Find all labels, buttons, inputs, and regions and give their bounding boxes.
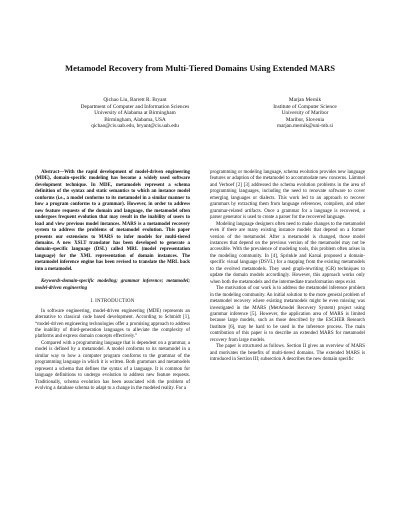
paragraph: The paper is structured as follows. Section II gives an overview of MARS and motivates the benefits of multi-tiered domains. The extended MARS is introduced in Section III; subsection A describes the new domain specific: [210, 344, 365, 363]
author-block-2: [240, 97, 370, 130]
abstract: Abstract—With the rapid development of model-driven engineering (MDE), domain-specific modeling has become a widely used software development technique. In MDE, metamodels represent a schema definition of the syntax and static semantics to which an instance model conforms (i.e., a model conforms to its metamodel in a similar manner to how a program conforms to a grammar). However, in order to address new feature requests of the domain and language, the metamodel often undergoes frequent evolution that may result in the inability of users to load and view previous model instances. MARS is a metamodel recovery system to address the problems of metamodel evolution. This paper presents our extensions to MARS to infer models for multi-tiered domains. A new XSLT translator has been developed to generate a domain-specific language (DSL) called MRL (model representation language) for the XML representation of domain instances. The metamodel inference engine has been revised to translate the MRL back into a metamodel.: [35, 170, 190, 272]
paragraph: Modeling language designers often need to make changes to the metamodel even if there are many existing instance models that depend on a former version of the metamodel. After a metamodel is changed, those model instances that depend on the previous version of the metamodel may not be accessible. With the prevalence of modeling tools, this problem often arises in the modeling community. In [4], Sprinkle and Karsai proposed a domain-specific visual language (DSVL) for a mapping from the existing metamodels to the evolved metamodels. They used graph-rewriting (GR) techniques to update the domain models accordingly. However, this approach works only when both the metamodels and the intermediate transformation steps exist.: [210, 221, 365, 285]
right-column: [210, 170, 365, 364]
author-block-1: [40, 97, 230, 130]
author-organization: University of Alabama at Birmingham: [94, 110, 176, 116]
author-email: marjan.mernik@uni-mb.si: [276, 123, 334, 129]
author-email: qichao@cis.uab.edu, bryant@cis.uab.edu: [91, 123, 179, 129]
author-city: Birmingham, Alabama, USA: [104, 116, 166, 123]
paragraph: The motivation of our work is to address the metamodel inference problem in the modeling community. An initial solution to the more general problem of metamodel recovery where existing metamodels might be even missing was investigated in the MARS (MetAmodel Recovery System) project using grammar inference [5]. However, the application area of MARS is limited because large models, such as those described by the ESCHER Research Institute [6], may be hard to be used in the inference process. The main contribution of this paper is to describe an extended MARS for metamodel recovery from large models.: [210, 286, 365, 343]
paragraph: In software engineering, model-driven engineering (MDE) represents an alternative to classical code based development. According to Schmidt [1], “model-driven engineering technologies offer a promising approach to address the inability of third-generation languages to alleviate the complexity of platforms and express domain concepts effectively.”: [35, 308, 190, 340]
author-organization: University of Maribor: [281, 110, 329, 116]
paper-title: Metamodel Recovery from Multi-Tiered Domains Using Extended MARS: [65, 63, 335, 73]
author-names: Qichao Liu, Barrett R. Bryant: [103, 97, 167, 103]
paragraph: programming or modeling language, schema evolution provides new language features or adaption of the metamodel to accommodate new concerns. Lämmel and Verhoef [2] [3] addressed the schema evolution problems in the area of programming languages, including the need to renovate software to cover emerging languages or dialects. This work led to an approach to recover grammars by extracting them from language references, compilers, and other grammar-related artifacts. Once a grammar for a language is recovered, a parser generator is used to create a parser for the recovered language.: [210, 170, 365, 221]
author-city: Maribor, Slovenia: [285, 116, 325, 123]
paragraph: Compared with a programming language that is dependent on a grammar, a model is defined by a metamodel. A model conforms to its metamodel in a similar way to how a computer program conforms to the grammar of the programming language in which it is written. Both grammars and metamodels represent a schema that defines the syntax of a language. It is common for language definitions to undergo evolution to address new feature requests. Traditionally, schema evolution has been associated with the problem of evolving a database schema to adapt to a change in the modeled reality. For a: [35, 340, 190, 392]
left-column: [35, 170, 190, 393]
author-department: Department of Computer and Information Sciences: [80, 103, 190, 110]
keywords: Keywords-domain-specific modeling; grammar inference; metamodel; model-driven engineering: [35, 279, 190, 291]
author-names: Marjan Mernik: [288, 97, 322, 103]
author-department: Institute of Computer Science: [273, 103, 337, 110]
section-heading-introduction: I. INTRODUCTION: [90, 299, 135, 305]
